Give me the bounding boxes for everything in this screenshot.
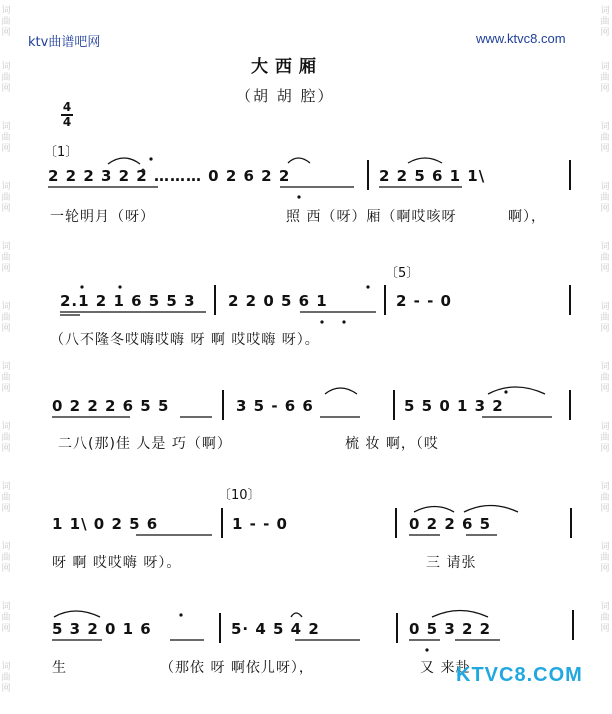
notation-segment: 1 - - 0 — [232, 515, 288, 533]
notation-segment: 2.1 2 1 6 5 5 3 — [60, 292, 196, 310]
watermark-text: 词曲网 — [1, 482, 11, 514]
watermark-text: 词曲网 — [1, 362, 11, 394]
site-name-left: ktv曲谱吧网 — [28, 35, 101, 50]
watermark-text: 词曲网 — [600, 6, 610, 38]
notation-segment: 2 - - 0 — [396, 292, 452, 310]
octave-dot — [297, 195, 300, 198]
octave-dot — [425, 648, 428, 651]
watermark-text: 词曲网 — [1, 602, 11, 634]
slur-mark — [288, 158, 310, 163]
lyric-line: （那依 呀 啊依儿呀）， — [160, 660, 314, 676]
watermark-text: 词曲网 — [600, 602, 610, 634]
watermark-text: 词曲网 — [600, 122, 610, 154]
watermark-text: 词曲网 — [600, 542, 610, 574]
watermark-text: 词曲网 — [1, 662, 11, 694]
lyric-line: 一轮明月（呀） — [50, 209, 155, 225]
lyric-line: 二八(那)佳 人是 巧（啊） — [58, 436, 232, 452]
octave-dot — [342, 320, 345, 323]
octave-dot — [320, 320, 323, 323]
notation-segment: 3 5 - 6 6 — [236, 397, 314, 415]
watermark-text: 词曲网 — [1, 182, 11, 214]
watermark-text: 词曲网 — [1, 422, 11, 454]
slur-mark — [432, 611, 488, 618]
octave-dot — [80, 285, 83, 288]
section-mark-1: 〔1〕 — [44, 145, 79, 160]
time-signature-bottom: 4 — [62, 114, 72, 129]
slur-mark — [325, 388, 357, 394]
notation-segment: 2 2 0 5 6 1 — [228, 292, 328, 310]
octave-dot — [149, 157, 152, 160]
watermark-text: 词曲网 — [1, 242, 11, 274]
octave-dot — [118, 285, 121, 288]
time-signature-top: 4 — [62, 100, 72, 114]
song-title: 大西厢 — [251, 57, 323, 77]
notation-segment: 5 5 0 1 3 2 — [404, 397, 504, 415]
lyric-line: 啊）， — [508, 209, 546, 225]
notation-segment: 5 3 2 0 1 6 — [52, 620, 152, 638]
slur-mark — [464, 506, 518, 513]
watermark-text: 词曲网 — [1, 6, 11, 38]
notation-segment: 0 2 2 6 5 — [409, 515, 492, 533]
notation-segment: 1 1\ 0 2 5 6 — [52, 515, 159, 533]
watermark-text: 词曲网 — [1, 62, 11, 94]
watermark-text: 词曲网 — [600, 362, 610, 394]
octave-dot — [504, 390, 507, 393]
section-mark-5: 〔5〕 — [385, 266, 420, 281]
song-subtitle: （胡 胡 腔） — [236, 87, 335, 105]
notation-segment: 0 2 2 2 6 5 5 — [52, 397, 170, 415]
lyric-line: 照 西（呀）厢（啊哎咳呀 — [286, 209, 457, 225]
site-url-right[interactable]: www.ktvc8.com — [476, 31, 566, 46]
slur-mark — [488, 387, 545, 394]
site-logo: KTVC8.COM — [456, 664, 583, 686]
octave-dot — [366, 285, 369, 288]
watermark-text: 词曲网 — [600, 302, 610, 334]
octave-dot — [179, 613, 182, 616]
notation-segment: 5· 4 5 4 2 — [231, 620, 320, 638]
lyric-line: 三 请张 — [426, 555, 477, 571]
watermark-text: 词曲网 — [1, 302, 11, 334]
watermark-text: 词曲网 — [1, 122, 11, 154]
lyric-line: （八不隆冬哎嗨哎嗨 呀 啊 哎哎嗨 呀）。 — [50, 332, 320, 348]
watermark-text: 词曲网 — [600, 182, 610, 214]
slur-mark — [291, 613, 302, 617]
watermark-text: 词曲网 — [600, 62, 610, 94]
notation-segment: 0 5 3 2 2 — [409, 620, 492, 638]
watermark-text: 词曲网 — [600, 242, 610, 274]
lyric-line: 梳 妆 啊，（哎 — [345, 436, 439, 452]
watermark-text: 词曲网 — [600, 422, 610, 454]
lyric-line: 呀 啊 哎哎嗨 呀）。 — [52, 555, 182, 571]
watermark-text: 词曲网 — [1, 542, 11, 574]
notation-segment: 2 2 5 6 1 1\ — [379, 167, 486, 185]
notation-segment: 2 2 2 3 2 2̂ ……… 0 2 6 2 2 — [48, 167, 291, 185]
lyric-line: 生 — [52, 660, 67, 676]
lyric-line: 又 来赴 — [420, 660, 471, 676]
section-mark-10: 〔10〕 — [218, 488, 261, 503]
slur-mark — [414, 507, 454, 513]
slur-mark — [54, 611, 100, 617]
watermark-text: 词曲网 — [600, 482, 610, 514]
slur-mark — [108, 158, 140, 164]
slur-mark — [408, 158, 442, 163]
